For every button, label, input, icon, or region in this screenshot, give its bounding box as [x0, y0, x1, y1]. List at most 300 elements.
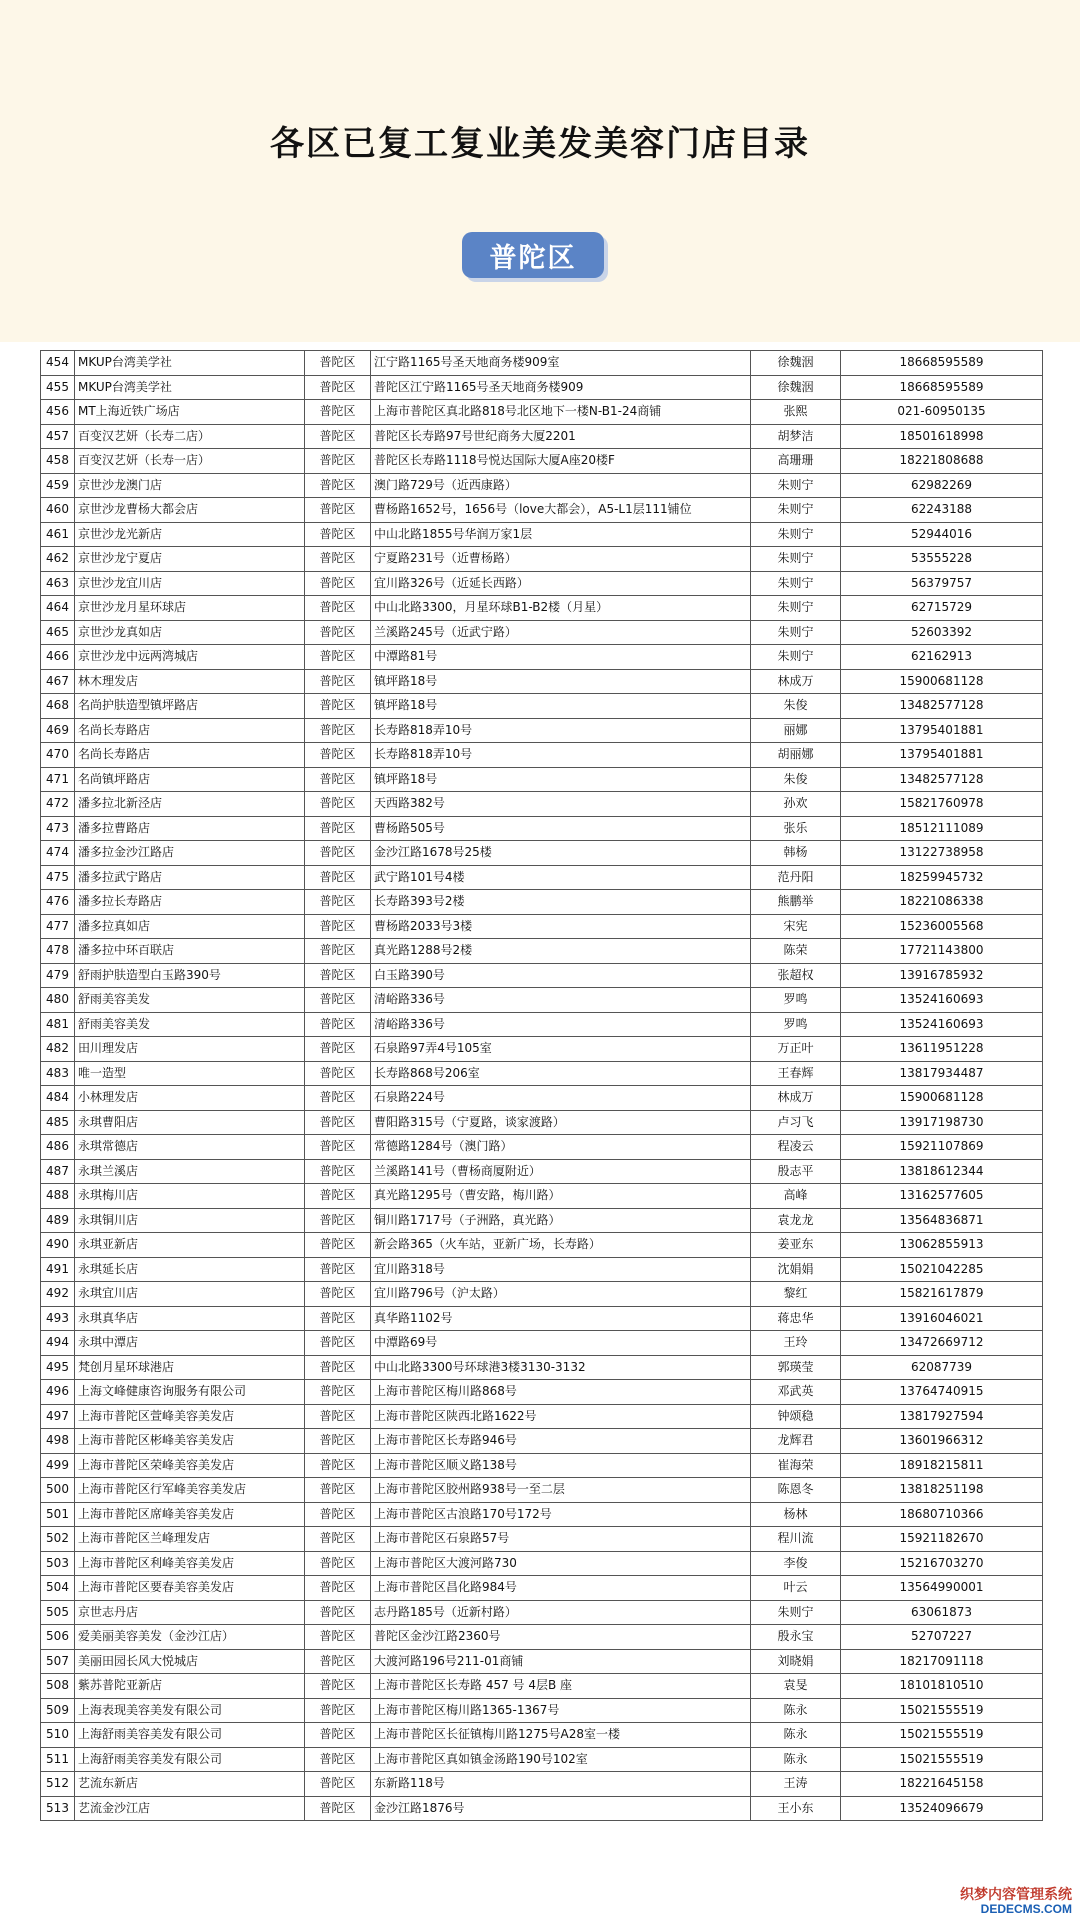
- phone-number: 17721143800: [841, 939, 1043, 964]
- contact-person: 叶云: [751, 1576, 841, 1601]
- phone-number: 56379757: [841, 571, 1043, 596]
- store-name: 上海市普陀区彬峰美容美发店: [75, 1429, 305, 1454]
- contact-person: 徐魏洇: [751, 351, 841, 376]
- store-name: MT上海近铁广场店: [75, 400, 305, 425]
- row-number: 473: [41, 816, 75, 841]
- store-address: 上海市普陀区长寿路946号: [371, 1429, 751, 1454]
- store-name: 唯一造型: [75, 1061, 305, 1086]
- row-number: 494: [41, 1331, 75, 1356]
- table-row: [41, 1625, 1043, 1650]
- row-number: 489: [41, 1208, 75, 1233]
- phone-number: 13817934487: [841, 1061, 1043, 1086]
- table-row: [41, 351, 1043, 376]
- store-address: 长寿路818弄10号: [371, 743, 751, 768]
- store-name: 京世沙龙宜川店: [75, 571, 305, 596]
- row-number: 495: [41, 1355, 75, 1380]
- store-name: 名尚长寿路店: [75, 743, 305, 768]
- table-row: [41, 645, 1043, 670]
- contact-person: 高珊珊: [751, 449, 841, 474]
- row-number: 463: [41, 571, 75, 596]
- phone-number: 18221808688: [841, 449, 1043, 474]
- table-row: [41, 449, 1043, 474]
- district-name: 普陀区: [305, 375, 371, 400]
- store-address: 上海市普陀区梅川路1365-1367号: [371, 1698, 751, 1723]
- store-name: 京世沙龙中远两湾城店: [75, 645, 305, 670]
- contact-person: 郭瑛莹: [751, 1355, 841, 1380]
- phone-number: 15021555519: [841, 1747, 1043, 1772]
- phone-number: 53555228: [841, 547, 1043, 572]
- table-row: [41, 1355, 1043, 1380]
- table-row: [41, 767, 1043, 792]
- district-name: 普陀区: [305, 914, 371, 939]
- table-row: [41, 620, 1043, 645]
- district-name: 普陀区: [305, 718, 371, 743]
- row-number: 510: [41, 1723, 75, 1748]
- row-number: 472: [41, 792, 75, 817]
- store-address: 澳门路729号（近西康路）: [371, 473, 751, 498]
- row-number: 478: [41, 939, 75, 964]
- row-number: 491: [41, 1257, 75, 1282]
- district-name: 普陀区: [305, 792, 371, 817]
- table-row: [41, 400, 1043, 425]
- store-address: 真光路1288号2楼: [371, 939, 751, 964]
- row-number: 458: [41, 449, 75, 474]
- row-number: 492: [41, 1282, 75, 1307]
- row-number: 457: [41, 424, 75, 449]
- contact-person: 邓武英: [751, 1380, 841, 1405]
- phone-number: 15236005568: [841, 914, 1043, 939]
- contact-person: 万正叶: [751, 1037, 841, 1062]
- store-address: 镇坪路18号: [371, 669, 751, 694]
- store-address: 志丹路185号（近新村路）: [371, 1600, 751, 1625]
- district-name: 普陀区: [305, 596, 371, 621]
- row-number: 460: [41, 498, 75, 523]
- store-name: 上海表现美容美发有限公司: [75, 1698, 305, 1723]
- phone-number: 52944016: [841, 522, 1043, 547]
- contact-person: 朱则宁: [751, 645, 841, 670]
- phone-number: 18680710366: [841, 1502, 1043, 1527]
- district-name: 普陀区: [305, 1355, 371, 1380]
- district-name: 普陀区: [305, 351, 371, 376]
- store-address: 镇坪路18号: [371, 767, 751, 792]
- row-number: 455: [41, 375, 75, 400]
- store-address: 上海市普陀区顺义路138号: [371, 1453, 751, 1478]
- contact-person: 黎红: [751, 1282, 841, 1307]
- contact-person: 朱俊: [751, 694, 841, 719]
- table-row: [41, 841, 1043, 866]
- district-name: 普陀区: [305, 1698, 371, 1723]
- store-address: 上海市普陀区大渡河路730: [371, 1551, 751, 1576]
- phone-number: 13564836871: [841, 1208, 1043, 1233]
- phone-number: 13917198730: [841, 1110, 1043, 1135]
- phone-number: 15821617879: [841, 1282, 1043, 1307]
- row-number: 469: [41, 718, 75, 743]
- table-row: [41, 1110, 1043, 1135]
- row-number: 479: [41, 963, 75, 988]
- row-number: 477: [41, 914, 75, 939]
- contact-person: 李俊: [751, 1551, 841, 1576]
- contact-person: 程川流: [751, 1527, 841, 1552]
- contact-person: 孙欢: [751, 792, 841, 817]
- phone-number: 13795401881: [841, 718, 1043, 743]
- store-address: 中潭路69号: [371, 1331, 751, 1356]
- table-row: [41, 1698, 1043, 1723]
- phone-number: 13916046021: [841, 1306, 1043, 1331]
- store-address: 上海市普陀区长征镇梅川路1275号A28室一楼: [371, 1723, 751, 1748]
- page-title: 各区已复工复业美发美容门店目录: [270, 124, 810, 164]
- table-row: [41, 1674, 1043, 1699]
- phone-number: 13472669712: [841, 1331, 1043, 1356]
- store-name: 潘多拉金沙江路店: [75, 841, 305, 866]
- district-name: 普陀区: [305, 890, 371, 915]
- contact-person: 朱则宁: [751, 473, 841, 498]
- store-name: 名尚护肤造型镇坪路店: [75, 694, 305, 719]
- table-row: [41, 694, 1043, 719]
- store-name: 潘多拉中环百联店: [75, 939, 305, 964]
- store-name: MKUP台湾美学社: [75, 375, 305, 400]
- row-number: 485: [41, 1110, 75, 1135]
- district-name: 普陀区: [305, 1527, 371, 1552]
- table-row: [41, 1208, 1043, 1233]
- row-number: 483: [41, 1061, 75, 1086]
- store-address: 清峪路336号: [371, 1012, 751, 1037]
- phone-number: 15021555519: [841, 1698, 1043, 1723]
- district-name: 普陀区: [305, 939, 371, 964]
- district-name: 普陀区: [305, 865, 371, 890]
- district-name: 普陀区: [305, 963, 371, 988]
- contact-person: 陈恩冬: [751, 1478, 841, 1503]
- table-row: [41, 792, 1043, 817]
- store-name: 上海市普陀区利峰美容美发店: [75, 1551, 305, 1576]
- district-name: 普陀区: [305, 1380, 371, 1405]
- district-name: 普陀区: [305, 400, 371, 425]
- phone-number: 13601966312: [841, 1429, 1043, 1454]
- store-address: 上海市普陀区真北路818号北区地下一楼N-B1-24商铺: [371, 400, 751, 425]
- phone-number: 15216703270: [841, 1551, 1043, 1576]
- store-name: 上海文峰健康咨询服务有限公司: [75, 1380, 305, 1405]
- contact-person: 陈永: [751, 1723, 841, 1748]
- store-name: 京世沙龙真如店: [75, 620, 305, 645]
- table-row: [41, 718, 1043, 743]
- store-name: 上海市普陀区要春美容美发店: [75, 1576, 305, 1601]
- store-address: 曹阳路315号（宁夏路，谈家渡路）: [371, 1110, 751, 1135]
- table-row: [41, 988, 1043, 1013]
- store-name: 舒雨护肤造型白玉路390号: [75, 963, 305, 988]
- store-name: 京世沙龙澳门店: [75, 473, 305, 498]
- store-name: 永琪梅川店: [75, 1184, 305, 1209]
- store-address: 长寿路393号2楼: [371, 890, 751, 915]
- phone-number: 13817927594: [841, 1404, 1043, 1429]
- row-number: 497: [41, 1404, 75, 1429]
- phone-number: 13122738958: [841, 841, 1043, 866]
- contact-person: 朱则宁: [751, 571, 841, 596]
- row-number: 465: [41, 620, 75, 645]
- store-name: 艺流金沙江店: [75, 1796, 305, 1821]
- district-name: 普陀区: [305, 498, 371, 523]
- store-name: 小林理发店: [75, 1086, 305, 1111]
- district-name: 普陀区: [305, 988, 371, 1013]
- district-name: 普陀区: [305, 1453, 371, 1478]
- contact-person: 王涛: [751, 1772, 841, 1797]
- store-address: 宜川路796号（沪太路）: [371, 1282, 751, 1307]
- store-address: 铜川路1717号（子洲路，真光路）: [371, 1208, 751, 1233]
- store-address: 宜川路318号: [371, 1257, 751, 1282]
- contact-person: 朱则宁: [751, 547, 841, 572]
- table-row: [41, 571, 1043, 596]
- table-row: [41, 547, 1043, 572]
- phone-number: 13818251198: [841, 1478, 1043, 1503]
- district-name: 普陀区: [305, 473, 371, 498]
- contact-person: 朱则宁: [751, 620, 841, 645]
- store-name: 潘多拉长寿路店: [75, 890, 305, 915]
- row-number: 512: [41, 1772, 75, 1797]
- store-address: 上海市普陀区长寿路 457 号 4层B 座: [371, 1674, 751, 1699]
- store-address: 新会路365（火车站，亚新广场，长寿路）: [371, 1233, 751, 1258]
- store-name: 京世沙龙曹杨大都会店: [75, 498, 305, 523]
- table-row: [41, 498, 1043, 523]
- phone-number: 13482577128: [841, 767, 1043, 792]
- store-address: 中潭路81号: [371, 645, 751, 670]
- row-number: 476: [41, 890, 75, 915]
- district-name: 普陀区: [305, 1551, 371, 1576]
- district-name: 普陀区: [305, 669, 371, 694]
- store-address: 长寿路868号206室: [371, 1061, 751, 1086]
- table-row: [41, 424, 1043, 449]
- store-address: 中山北路1855号华润万家1层: [371, 522, 751, 547]
- district-name: 普陀区: [305, 1208, 371, 1233]
- table-row: [41, 596, 1043, 621]
- table-row: [41, 1576, 1043, 1601]
- table-row: [41, 522, 1043, 547]
- header-background: [0, 0, 1080, 342]
- store-name: 永琪亚新店: [75, 1233, 305, 1258]
- phone-number: 15921182670: [841, 1527, 1043, 1552]
- store-address: 宜川路326号（近延长西路）: [371, 571, 751, 596]
- district-name: 普陀区: [305, 1429, 371, 1454]
- contact-person: 徐魏洇: [751, 375, 841, 400]
- watermark: [960, 1887, 1072, 1916]
- row-number: 488: [41, 1184, 75, 1209]
- row-number: 484: [41, 1086, 75, 1111]
- phone-number: 52603392: [841, 620, 1043, 645]
- contact-person: 胡梦洁: [751, 424, 841, 449]
- store-name: 舒雨美容美发: [75, 988, 305, 1013]
- phone-number: 18101810510: [841, 1674, 1043, 1699]
- store-address: 中山北路3300号环球港3楼3130-3132: [371, 1355, 751, 1380]
- store-address: 宁夏路231号（近曹杨路）: [371, 547, 751, 572]
- phone-number: 18217091118: [841, 1649, 1043, 1674]
- district-name: 普陀区: [305, 1478, 371, 1503]
- row-number: 459: [41, 473, 75, 498]
- store-name: 上海舒雨美容美发有限公司: [75, 1747, 305, 1772]
- district-name: 普陀区: [305, 1037, 371, 1062]
- table-row: [41, 1723, 1043, 1748]
- district-name: 普陀区: [305, 1110, 371, 1135]
- contact-person: 钟颂稳: [751, 1404, 841, 1429]
- contact-person: 袁龙龙: [751, 1208, 841, 1233]
- row-number: 502: [41, 1527, 75, 1552]
- phone-number: 13795401881: [841, 743, 1043, 768]
- store-address: 曹杨路2033号3楼: [371, 914, 751, 939]
- table-row: [41, 1037, 1043, 1062]
- row-number: 500: [41, 1478, 75, 1503]
- row-number: 481: [41, 1012, 75, 1037]
- row-number: 466: [41, 645, 75, 670]
- store-name: 潘多拉曹路店: [75, 816, 305, 841]
- contact-person: 罗鸣: [751, 988, 841, 1013]
- store-address: 清峪路336号: [371, 988, 751, 1013]
- row-number: 482: [41, 1037, 75, 1062]
- contact-person: 刘晓娟: [751, 1649, 841, 1674]
- store-address: 真华路1102号: [371, 1306, 751, 1331]
- phone-number: 18501618998: [841, 424, 1043, 449]
- table-row: [41, 1478, 1043, 1503]
- store-name: 田川理发店: [75, 1037, 305, 1062]
- store-name: 京世志丹店: [75, 1600, 305, 1625]
- contact-person: 朱则宁: [751, 1600, 841, 1625]
- store-name: 潘多拉武宁路店: [75, 865, 305, 890]
- store-name: 永琪铜川店: [75, 1208, 305, 1233]
- district-name: 普陀区: [305, 1257, 371, 1282]
- store-name: 名尚镇坪路店: [75, 767, 305, 792]
- store-name: 永琪常德店: [75, 1135, 305, 1160]
- district-name: 普陀区: [305, 1331, 371, 1356]
- store-name: 紫苏普陀亚新店: [75, 1674, 305, 1699]
- contact-person: 陈永: [751, 1698, 841, 1723]
- store-name: 上海市普陀区荣峰美容美发店: [75, 1453, 305, 1478]
- district-name: 普陀区: [305, 424, 371, 449]
- district-name: 普陀区: [305, 841, 371, 866]
- table-row: [41, 1233, 1043, 1258]
- store-name: 上海舒雨美容美发有限公司: [75, 1723, 305, 1748]
- store-name: 美丽田园长风大悦城店: [75, 1649, 305, 1674]
- phone-number: 13764740915: [841, 1380, 1043, 1405]
- row-number: 456: [41, 400, 75, 425]
- district-name: 普陀区: [305, 1772, 371, 1797]
- table-row: [41, 1331, 1043, 1356]
- district-name: 普陀区: [305, 1184, 371, 1209]
- watermark-line2: DEDECMS.COM: [980, 1901, 1072, 1916]
- store-name: 潘多拉北新泾店: [75, 792, 305, 817]
- contact-person: 王春辉: [751, 1061, 841, 1086]
- contact-person: 程凌云: [751, 1135, 841, 1160]
- store-address: 兰溪路141号（曹杨商厦附近）: [371, 1159, 751, 1184]
- table-row: [41, 1772, 1043, 1797]
- store-name: 上海市普陀区兰峰理发店: [75, 1527, 305, 1552]
- district-name: 普陀区: [305, 1600, 371, 1625]
- row-number: 499: [41, 1453, 75, 1478]
- district-name: 普陀区: [305, 1404, 371, 1429]
- district-name: 普陀区: [305, 1061, 371, 1086]
- contact-person: 韩杨: [751, 841, 841, 866]
- table-row: [41, 1429, 1043, 1454]
- store-name: 永琪延长店: [75, 1257, 305, 1282]
- row-number: 508: [41, 1674, 75, 1699]
- table-row: [41, 1600, 1043, 1625]
- contact-person: 张乐: [751, 816, 841, 841]
- district-name: 普陀区: [305, 743, 371, 768]
- row-number: 454: [41, 351, 75, 376]
- contact-person: 殷志平: [751, 1159, 841, 1184]
- table-row: [41, 865, 1043, 890]
- contact-person: 王小东: [751, 1796, 841, 1821]
- district-name: 普陀区: [305, 1625, 371, 1650]
- contact-person: 朱则宁: [751, 522, 841, 547]
- row-number: 511: [41, 1747, 75, 1772]
- phone-number: 18221086338: [841, 890, 1043, 915]
- table-row: [41, 1306, 1043, 1331]
- store-address: 石泉路224号: [371, 1086, 751, 1111]
- store-address: 天西路382号: [371, 792, 751, 817]
- store-address: 上海市普陀区梅川路868号: [371, 1380, 751, 1405]
- row-number: 486: [41, 1135, 75, 1160]
- store-name: 爱美丽美容美发（金沙江店）: [75, 1625, 305, 1650]
- store-name: 名尚长寿路店: [75, 718, 305, 743]
- store-address: 金沙江路1678号25楼: [371, 841, 751, 866]
- district-name: 普陀区: [305, 1747, 371, 1772]
- store-name: MKUP台湾美学社: [75, 351, 305, 376]
- contact-person: 沈娟娟: [751, 1257, 841, 1282]
- phone-number: 52707227: [841, 1625, 1043, 1650]
- row-number: 513: [41, 1796, 75, 1821]
- store-name: 舒雨美容美发: [75, 1012, 305, 1037]
- district-name: 普陀区: [305, 1159, 371, 1184]
- row-number: 505: [41, 1600, 75, 1625]
- district-badge: 普陀区: [462, 232, 604, 278]
- contact-person: 林成万: [751, 669, 841, 694]
- table-row: [41, 1012, 1043, 1037]
- row-number: 503: [41, 1551, 75, 1576]
- phone-number: 15021042285: [841, 1257, 1043, 1282]
- store-address: 长寿路818弄10号: [371, 718, 751, 743]
- contact-person: 袁旻: [751, 1674, 841, 1699]
- contact-person: 蒋忠华: [751, 1306, 841, 1331]
- table-row: [41, 1135, 1043, 1160]
- table-row: [41, 1061, 1043, 1086]
- contact-person: 姜亚东: [751, 1233, 841, 1258]
- table-row: [41, 1747, 1043, 1772]
- phone-number: 18668595589: [841, 351, 1043, 376]
- table-row: [41, 1551, 1043, 1576]
- row-number: 471: [41, 767, 75, 792]
- contact-person: 崔海荣: [751, 1453, 841, 1478]
- contact-person: 龙辉君: [751, 1429, 841, 1454]
- store-name: 永琪真华店: [75, 1306, 305, 1331]
- contact-person: 朱则宁: [751, 596, 841, 621]
- row-number: 490: [41, 1233, 75, 1258]
- phone-number: 15921107869: [841, 1135, 1043, 1160]
- row-number: 504: [41, 1576, 75, 1601]
- phone-number: 13916785932: [841, 963, 1043, 988]
- table-row: [41, 743, 1043, 768]
- row-number: 493: [41, 1306, 75, 1331]
- district-name: 普陀区: [305, 1502, 371, 1527]
- row-number: 496: [41, 1380, 75, 1405]
- contact-person: 林成万: [751, 1086, 841, 1111]
- contact-person: 殷永宝: [751, 1625, 841, 1650]
- watermark-line1: 织梦内容管理系统: [960, 1886, 1072, 1903]
- district-name: 普陀区: [305, 449, 371, 474]
- store-address: 东新路118号: [371, 1772, 751, 1797]
- store-address: 武宁路101号4楼: [371, 865, 751, 890]
- district-name: 普陀区: [305, 571, 371, 596]
- store-address: 常德路1284号（澳门路）: [371, 1135, 751, 1160]
- store-address: 石泉路97弄4号105室: [371, 1037, 751, 1062]
- store-address: 普陀区长寿路1118号悦达国际大厦A座20楼F: [371, 449, 751, 474]
- phone-number: 15900681128: [841, 669, 1043, 694]
- phone-number: 13564990001: [841, 1576, 1043, 1601]
- phone-number: 62087739: [841, 1355, 1043, 1380]
